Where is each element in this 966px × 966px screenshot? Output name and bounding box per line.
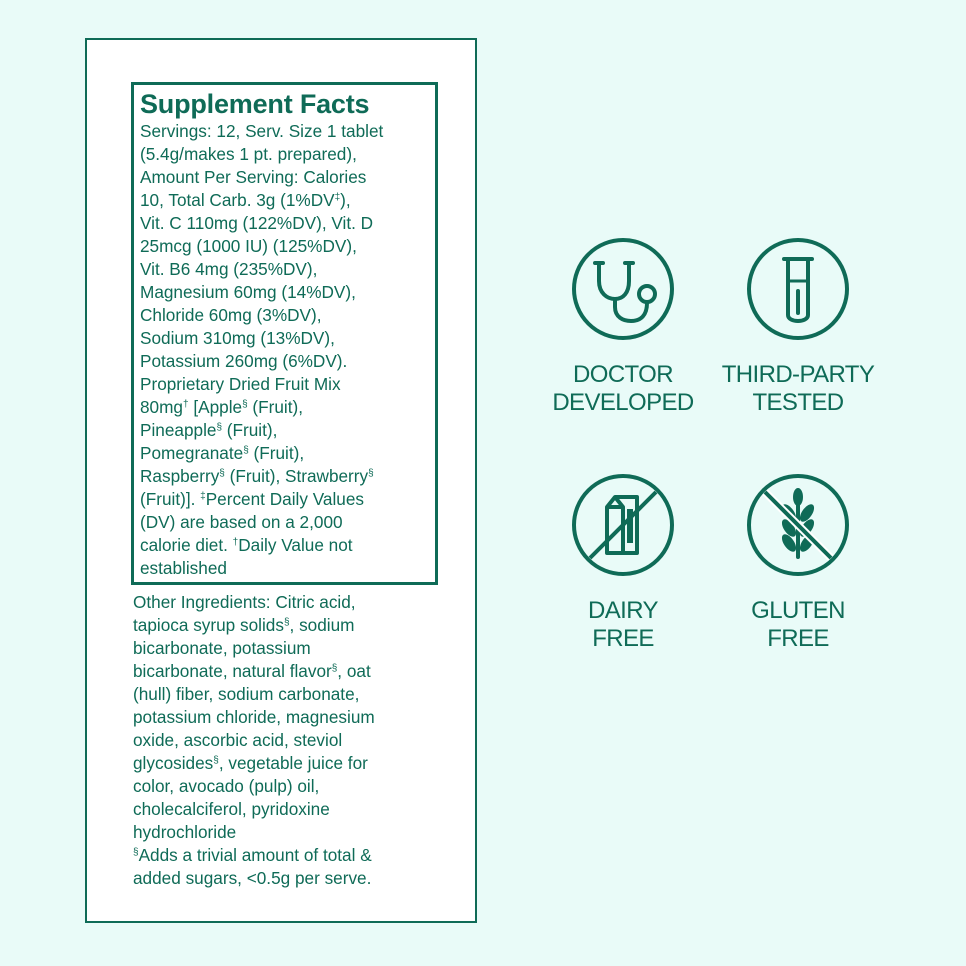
nutrition-label-panel [85,38,477,923]
badge-gluten-free [708,473,888,653]
facts-line: Vit. B6 4mg (235%DV), [140,259,318,279]
facts-line: Vit. C 110mg (122%DV), Vit. D [140,213,374,233]
facts-line: Potassium 260mg (6%DV). [140,351,348,371]
other-ingredients-text [133,591,463,890]
facts-line: Servings: 12, Serv. Size 1 tablet [140,121,384,141]
ingredients-line: color, avocado (pulp) oil, [133,776,320,796]
badge-caption-line1: DOCTOR [573,361,673,388]
facts-line: 80mg† [Apple§ (Fruit), [140,397,304,417]
facts-line: 25mcg (1000 IU) (125%DV), [140,236,357,256]
facts-line: Sodium 310mg (13%DV), [140,328,335,348]
facts-line: Chloride 60mg (3%DV), [140,305,322,325]
badge-caption-line1: GLUTEN [751,597,845,624]
facts-line: Magnesium 60mg (14%DV), [140,282,356,302]
badge-doctor-developed [533,237,713,417]
ingredients-line: cholecalciferol, pyridoxine [133,799,330,819]
ingredients-line: Other Ingredients: Citric acid, [133,592,356,612]
ingredients-line: §Adds a trivial amount of total & [133,845,372,865]
facts-line: (5.4g/makes 1 pt. prepared), [140,144,357,164]
ingredients-line: glycosides§, vegetable juice for [133,753,368,773]
badge-caption-line2: FREE [592,625,654,652]
facts-line: Raspberry§ (Fruit), Strawberry§ [140,466,374,486]
badge-dairy-free [533,473,713,653]
supplement-facts-box [131,82,438,585]
badge-caption-line2: FREE [767,625,829,652]
facts-line: 10, Total Carb. 3g (1%DV‡), [140,190,351,210]
badge-caption-line2: DEVELOPED [552,389,694,416]
ingredients-line: bicarbonate, natural flavor§, oat [133,661,371,681]
badge-third-party-tested [708,237,888,417]
facts-line: Amount Per Serving: Calories [140,167,367,187]
badge-caption-line1: DAIRY [588,597,658,624]
stethoscope-icon [571,237,675,341]
ingredients-line: added sugars, <0.5g per serve. [133,868,372,888]
badge-caption-line2: TESTED [752,389,844,416]
milk-carton-crossed-icon [571,473,675,577]
facts-line: established [140,558,227,578]
ingredients-line: hydrochloride [133,822,237,842]
ingredients-line: potassium chloride, magnesium [133,707,375,727]
facts-line: Proprietary Dried Fruit Mix [140,374,341,394]
ingredients-line: (hull) fiber, sodium carbonate, [133,684,360,704]
facts-line: (DV) are based on a 2,000 [140,512,343,532]
facts-line: Pineapple§ (Fruit), [140,420,278,440]
supplement-facts-text [140,120,429,580]
ingredients-line: bicarbonate, potassium [133,638,311,658]
badge-caption-line1: THIRD-PARTY [721,361,875,388]
wheat-crossed-icon [746,473,850,577]
ingredients-line: tapioca syrup solids§, sodium [133,615,355,635]
facts-line: Pomegranate§ (Fruit), [140,443,305,463]
facts-line: (Fruit)]. ‡Percent Daily Values [140,489,364,509]
ingredients-line: oxide, ascorbic acid, steviol [133,730,343,750]
test-tube-icon [746,237,850,341]
facts-line: calorie diet. †Daily Value not [140,535,353,555]
supplement-facts-title: Supplement Facts [140,89,370,119]
